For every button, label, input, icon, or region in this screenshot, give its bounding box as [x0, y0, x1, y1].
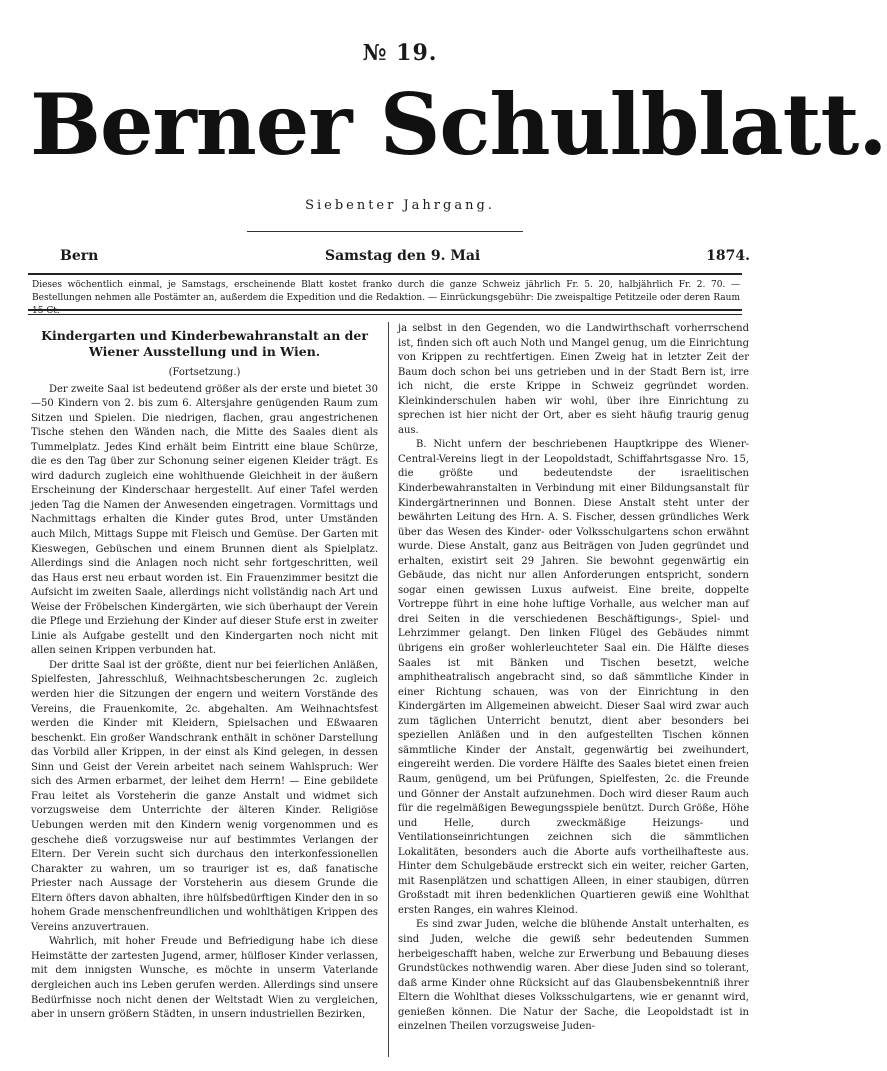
left-column — [31, 322, 378, 1023]
issue-number: № 19. — [362, 40, 438, 66]
subscription-notice: Dieses wöchentlich einmal, je Samstags, erscheinende Blatt kostet franko durch die ganze Schweiz jährlich Fr. 5. 20, halbjährlich Fr. 2. 70. — Bestellungen nehmen alle Postämter an, außerdem die Expedition und die Redaktion. — Einrückungsgebühr: Die zweispaltige Petitzeile oder deren Raum 15 Ct. — [32, 280, 740, 316]
top-rule — [28, 273, 742, 275]
article-title: Kindergarten und Kinderbewahranstalt an der Wiener Ausstellung und in Wien. — [41, 328, 368, 359]
masthead-title: Berner Schulblatt. — [30, 75, 887, 174]
paragraph: Es sind zwar Juden, welche die blühende Anstalt unterhalten, es sind Juden, welche die gewiß sehr bedeutenden Summen herbeigeschafft haben, welche zur Erwerbung und Bebauung dieses Grundstückes nothwendig waren. Aber diese Juden sind so tolerant, daß arme Kinder ohne Rücksicht auf das Glaubensbekenntniß ihrer Eltern die Wohlthat dieses Volksschulgartens, wie er genannt wird, genießen können. Die Natur der Sache, die Leopoldstadt ist in einzelnen Theilen vorzugsweise Juden- — [398, 919, 749, 1033]
masthead-divider — [247, 231, 523, 232]
dateline-place: Bern — [60, 248, 99, 264]
paragraph: ja selbst in den Gegenden, wo die Landwirthschaft vorherrschend ist, finden sich oft auch Noth und Mangel genug, um die Einrichtung von Krippen zu rechtfertigen. Einen Zweig hat in letzter Zeit der Baum doch schon bei uns getrieben und in der Stadt Bern ist, irre ich nicht, die erste Krippe in Schweiz gegründet worden. Kleinkinderschulen haben wir wohl, über ihre Einrichtung zu sprechen ist hier nicht der Ort, aber es sieht häufig traurig genug aus. — [398, 323, 749, 436]
paragraph: Der zweite Saal ist bedeutend größer als der erste und bietet 30—50 Kindern von 2. bis zum 6. Altersjahre genügenden Raum zum Sitzen und Spielen. Die niedrigen, flachen, grau angestrichenen Tische stehen den Wänden nach, die Mitte des Saales dient als Tummelplatz. Jedes Kind erhält beim Eintritt eine blaue Schürze, die es den Tag über zur Schonung seiner eigenen Kleider trägt. Es wird dadurch zugleich eine wohlthuende Gleichheit in der äußern Erscheinung der Kinderschaar hergestellt. Auf einer Tafel werden jeden Tag die Namen der Anwesenden eingetragen. Vormittags und Nachmittags erhalten die Kinder gutes Brod, unter Umständen auch Milch, Mittags Suppe mit Fleisch und Gemüse. Der Garten mit Kieswegen, Gebüschen und einem Brunnen dient als Spielplatz. Allerdings sind die Anlagen noch nicht sehr fortgeschritten, weil das Haus erst neu erbaut worden ist. Ein Frauenzimmer besitzt die Aufsicht im zweiten Saale, allerdings nicht vollständig nach Art und Weise der Fröbelschen Kindergärten, wie sich überhaupt der Verein die Pflege und Erziehung der Kinder auf dieser Stufe erst in zweiter Linie als Aufgabe gestellt und den Kindergarten noch nicht mit allen seinen Krippen verbunden hat. — [31, 383, 378, 657]
notice-rule — [28, 309, 742, 311]
volume-subtitle: Siebenter Jahrgang. — [305, 198, 495, 213]
notice-rule-thin — [28, 314, 742, 315]
paragraph: B. Nicht unfern der beschriebenen Hauptkrippe des Wiener-Central-Vereins liegt in der Leopoldstadt, Schiffahrtsgasse Nro. 15, die größte und bedeutendste der israelitischen Kinderbewahranstalten in Verbindung mit einer Bildungsanstalt für Kindergärtnerinnen und Bonnen. Diese Anstalt steht unter der bewährten Leitung des Hrn. A. S. Fischer, dessen gründliches Werk über das Wesen des Kinder- oder Volksschulgartens schon erwähnt wurde. Diese Anstalt, ganz aus Beiträgen von Juden gegründet und erhalten, existirt seit 29 Jahren. Sie bewohnt gegenwärtig ein Gebäude, das nicht nur allen Anforderungen entspricht, sondern sogar einen gewissen Luxus aufweist. Eine breite, doppelte Vortreppe führt in eine hohe luftige Vorhalle, aus welcher man auf drei Seiten in die verschiedenen Beschäftigungs-, Spiel- und Lehrzimmer gelangt. Den linken Flügel des Gebäudes nimmt übrigens ein großer wohlerleuchteter Saal ein. Die Hälfte dieses Saales ist mit Bänken und Tischen besetzt, welche amphitheatralisch angebracht sind, so daß sämmtliche Kinder in einer Richtung schauen, was von der Einrichtung in den Kindergärten im Allgemeinen abweicht. Dieser Saal wird zwar auch zum täglichen Unterricht benutzt, dient aber besonders bei speziellen Anläßen und in den aufgestellten Tischen können sämmtliche Kinder der Anstalt, gegenwärtig bei zweihundert, eingereiht werden. Die vordere Hälfte des Saales bietet einen freien Raum, genügend, um bei Prüfungen, Spielfesten, 2c. die Freunde und Gönner der Anstalt aufzunehmen. Doch wird dieser Raum auch für die regelmäßigen Bewegungsspiele benützt. Durch Größe, Höhe und Helle, durch zweckmäßige Heizungs- und Ventilationseinrichtungen zeichnen sich die sämmtlichen Lokalitäten, besonders auch die Aborte aufs vortheilhafteste aus. Hinter dem Schulgebäude erstreckt sich ein weiter, reicher Garten, mit Rasenplätzen und schattigen Alleen, in einer staubigen, dürren Großstadt mit ihren bedenklichen Quartieren gewiß eine Wohlthat ersten Ranges, ein wahres Kleinod. — [398, 439, 749, 916]
dateline-date: Samstag den 9. Mai — [325, 248, 481, 264]
article-continuation: (Fortsetzung.) — [168, 367, 241, 378]
dateline — [60, 248, 750, 268]
dateline-year: 1874. — [706, 248, 750, 264]
right-column — [398, 322, 749, 1035]
paragraph: Der dritte Saal ist der größte, dient nur bei feierlichen Anläßen, Spielfesten, Jahresschluß, Weihnachtsbescherungen 2c. zugleich werden hier die Sitzungen der engern und weitern Vorstände des Vereins, die Frauenkomite, 2c. abgehalten. Am Weihnachtsfest werden die Kinder mit Kleidern, Spielsachen und Eßwaaren beschenkt. Ein großer Wandschrank enthält in schöner Darstellung das Vorbild aller Krippen, in der einst als Kind gelegen, in dessen Sinn und Geist der Verein arbeitet nach seinem Wahlspruch: Wer sich des Armen erbarmet, der leihet dem Herrn! — Eine gebildete Frau leitet als Vorsteherin die ganze Anstalt und widmet sich vorzugsweise dem Unterrichte der älteren Kinder. Religiöse Uebungen werden mit den Kindern wenig vorgenommen und es geschehe dieß vorzugsweise nur auf bestimmtes Verlangen der Eltern. Der Verein sucht sich durchaus den interkonfessionellen Charakter zu wahren, um so trauriger ist es, daß fanatische Priester nach Aussage der Vorsteherin aus diesem Grunde die Eltern öfters davon abhalten, ihre hülfsbedürftigen Kinder den in so hohem Grade menschenfreundlichen und wohlthätigen Krippen des Vereins anzuvertrauen. — [31, 659, 378, 933]
paragraph: Wahrlich, mit hoher Freude und Befriedigung habe ich diese Heimstätte der zartesten Jugend, armer, hülfloser Kinder verlassen, mit dem innigsten Wunsche, es möchte in unserm Vaterlande dergleichen auch ins Leben gerufen werden. Allerdings sind unsere Bedürfnisse noch nicht denen der Weltstadt Wien zu vergleichen, aber in unsern größern Städten, in unsern industriellen Bezirken, — [31, 936, 378, 1021]
column-divider — [388, 322, 389, 1057]
